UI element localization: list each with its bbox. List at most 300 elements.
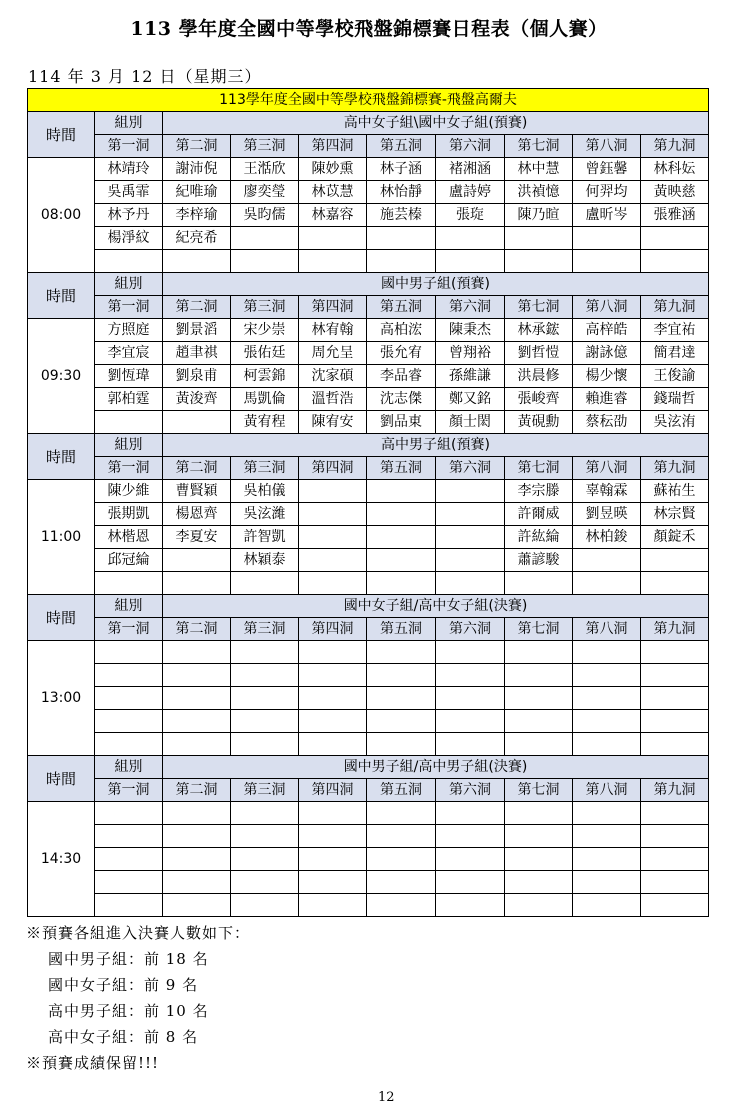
player-cell bbox=[436, 526, 505, 549]
player-cell bbox=[163, 549, 231, 572]
hole-header: 第一洞 bbox=[95, 779, 163, 802]
player-cell bbox=[436, 664, 505, 687]
player-cell bbox=[436, 250, 505, 273]
player-cell: 林宗賢 bbox=[641, 503, 709, 526]
player-cell bbox=[573, 664, 641, 687]
hole-header: 第九洞 bbox=[641, 779, 709, 802]
player-cell bbox=[641, 572, 709, 595]
player-cell: 林嘉容 bbox=[299, 204, 367, 227]
table-row bbox=[28, 319, 709, 342]
player-cell: 孫維謙 bbox=[436, 365, 505, 388]
player-cell: 洪禎憶 bbox=[505, 181, 573, 204]
player-cell bbox=[299, 549, 367, 572]
player-cell bbox=[299, 526, 367, 549]
table-row bbox=[28, 687, 709, 710]
schedule-date: 114 年 3 月 12 日（星期三） bbox=[28, 67, 262, 86]
player-cell: 劉景滔 bbox=[163, 319, 231, 342]
player-cell bbox=[367, 641, 436, 664]
table-row bbox=[28, 227, 709, 250]
hole-header: 第四洞 bbox=[299, 779, 367, 802]
player-cell bbox=[299, 871, 367, 894]
player-cell bbox=[367, 710, 436, 733]
table-row bbox=[28, 411, 709, 434]
player-cell: 楊恩齊 bbox=[163, 503, 231, 526]
note-line: 高中女子組：前 8 名 bbox=[48, 1028, 199, 1046]
hole-header: 第四洞 bbox=[299, 296, 367, 319]
player-cell bbox=[641, 664, 709, 687]
page-number: 12 bbox=[378, 1090, 395, 1105]
hole-header: 第九洞 bbox=[641, 135, 709, 158]
player-cell bbox=[163, 250, 231, 273]
player-cell bbox=[641, 848, 709, 871]
player-cell bbox=[95, 710, 163, 733]
player-cell bbox=[367, 871, 436, 894]
hole-header: 第六洞 bbox=[436, 135, 505, 158]
table-row bbox=[28, 388, 709, 411]
player-cell: 李品睿 bbox=[367, 365, 436, 388]
player-cell bbox=[299, 572, 367, 595]
player-cell bbox=[299, 687, 367, 710]
player-cell bbox=[436, 848, 505, 871]
table-row bbox=[28, 250, 709, 273]
player-cell bbox=[573, 733, 641, 756]
player-cell: 曹賢穎 bbox=[163, 480, 231, 503]
table-row bbox=[28, 871, 709, 894]
player-cell bbox=[573, 227, 641, 250]
player-cell bbox=[231, 664, 299, 687]
player-cell: 廖奕瑩 bbox=[231, 181, 299, 204]
note-line: ※預賽各組進入決賽人數如下： bbox=[26, 924, 251, 942]
player-cell: 謝詠億 bbox=[573, 342, 641, 365]
hole-header: 第一洞 bbox=[95, 457, 163, 480]
player-cell: 賴進睿 bbox=[573, 388, 641, 411]
player-cell bbox=[95, 871, 163, 894]
player-cell: 紀亮希 bbox=[163, 227, 231, 250]
player-cell bbox=[505, 572, 573, 595]
player-cell: 蘇祐生 bbox=[641, 480, 709, 503]
player-cell: 許爾威 bbox=[505, 503, 573, 526]
player-cell bbox=[505, 710, 573, 733]
player-cell: 紀唯瑜 bbox=[163, 181, 231, 204]
hole-header: 第四洞 bbox=[299, 618, 367, 641]
player-cell: 劉昱暎 bbox=[573, 503, 641, 526]
player-cell: 林楷恩 bbox=[95, 526, 163, 549]
player-cell: 劉品東 bbox=[367, 411, 436, 434]
player-cell: 沈家碩 bbox=[299, 365, 367, 388]
time-cell: 08:00 bbox=[28, 158, 95, 273]
player-cell bbox=[573, 641, 641, 664]
player-cell bbox=[95, 572, 163, 595]
player-cell bbox=[641, 871, 709, 894]
player-cell: 盧昕岑 bbox=[573, 204, 641, 227]
player-cell bbox=[367, 825, 436, 848]
player-cell: 褚湘涵 bbox=[436, 158, 505, 181]
hole-header: 第二洞 bbox=[163, 135, 231, 158]
player-cell bbox=[231, 894, 299, 917]
player-cell bbox=[505, 641, 573, 664]
hole-header: 第一洞 bbox=[95, 135, 163, 158]
player-cell bbox=[299, 894, 367, 917]
player-cell: 林穎泰 bbox=[231, 549, 299, 572]
player-cell bbox=[436, 549, 505, 572]
player-cell bbox=[163, 825, 231, 848]
table-row bbox=[28, 572, 709, 595]
player-cell bbox=[436, 480, 505, 503]
player-cell bbox=[95, 664, 163, 687]
hole-header: 第九洞 bbox=[641, 618, 709, 641]
player-cell bbox=[573, 572, 641, 595]
time-header: 時間 bbox=[28, 434, 95, 480]
player-cell bbox=[641, 825, 709, 848]
hole-header: 第一洞 bbox=[95, 618, 163, 641]
group-label: 組別 bbox=[95, 434, 163, 457]
player-cell: 張琁 bbox=[436, 204, 505, 227]
player-cell: 顏士閎 bbox=[436, 411, 505, 434]
player-cell: 方照庭 bbox=[95, 319, 163, 342]
player-cell: 陳乃暄 bbox=[505, 204, 573, 227]
player-cell: 周允呈 bbox=[299, 342, 367, 365]
player-cell: 陳妙熏 bbox=[299, 158, 367, 181]
player-cell: 高梓皓 bbox=[573, 319, 641, 342]
hole-header: 第五洞 bbox=[367, 457, 436, 480]
player-cell: 張期凱 bbox=[95, 503, 163, 526]
player-cell bbox=[231, 802, 299, 825]
player-cell bbox=[505, 733, 573, 756]
player-cell bbox=[505, 848, 573, 871]
hole-header: 第八洞 bbox=[573, 618, 641, 641]
player-cell: 陳少維 bbox=[95, 480, 163, 503]
table-row bbox=[28, 365, 709, 388]
table-row bbox=[28, 526, 709, 549]
hole-header: 第三洞 bbox=[231, 618, 299, 641]
hole-header: 第七洞 bbox=[505, 779, 573, 802]
player-cell bbox=[641, 894, 709, 917]
hole-header: 第七洞 bbox=[505, 457, 573, 480]
player-cell bbox=[231, 572, 299, 595]
player-cell bbox=[573, 871, 641, 894]
player-cell: 許智凱 bbox=[231, 526, 299, 549]
player-cell: 趙聿祺 bbox=[163, 342, 231, 365]
player-cell bbox=[573, 848, 641, 871]
player-cell bbox=[573, 802, 641, 825]
player-cell bbox=[505, 227, 573, 250]
player-cell: 劉恆瑋 bbox=[95, 365, 163, 388]
table-row bbox=[28, 204, 709, 227]
group-label: 組別 bbox=[95, 112, 163, 135]
player-cell: 吳昀儒 bbox=[231, 204, 299, 227]
player-cell bbox=[299, 480, 367, 503]
time-header: 時間 bbox=[28, 112, 95, 158]
player-cell bbox=[436, 733, 505, 756]
player-cell: 楊淨紋 bbox=[95, 227, 163, 250]
hole-header: 第五洞 bbox=[367, 135, 436, 158]
player-cell: 陳秉杰 bbox=[436, 319, 505, 342]
player-cell: 李宗滕 bbox=[505, 480, 573, 503]
hole-header: 第四洞 bbox=[299, 457, 367, 480]
group-title: 國中男子組(預賽) bbox=[163, 273, 709, 296]
player-cell bbox=[299, 733, 367, 756]
player-cell bbox=[505, 871, 573, 894]
notes bbox=[26, 920, 250, 1076]
hole-header: 第九洞 bbox=[641, 457, 709, 480]
player-cell bbox=[163, 664, 231, 687]
player-cell bbox=[231, 641, 299, 664]
player-cell bbox=[641, 802, 709, 825]
player-cell: 劉泉甫 bbox=[163, 365, 231, 388]
player-cell: 張允宥 bbox=[367, 342, 436, 365]
player-cell bbox=[95, 894, 163, 917]
player-cell bbox=[231, 848, 299, 871]
player-cell bbox=[231, 733, 299, 756]
player-cell bbox=[436, 687, 505, 710]
player-cell: 王湉欣 bbox=[231, 158, 299, 181]
player-cell: 簡君達 bbox=[641, 342, 709, 365]
player-cell bbox=[231, 687, 299, 710]
player-cell: 柯雲錦 bbox=[231, 365, 299, 388]
player-cell bbox=[163, 733, 231, 756]
player-cell bbox=[163, 871, 231, 894]
player-cell bbox=[367, 802, 436, 825]
time-header: 時間 bbox=[28, 756, 95, 802]
hole-header: 第二洞 bbox=[163, 779, 231, 802]
hole-header: 第八洞 bbox=[573, 779, 641, 802]
player-cell bbox=[641, 227, 709, 250]
player-cell bbox=[163, 572, 231, 595]
hole-header: 第六洞 bbox=[436, 457, 505, 480]
player-cell: 錢瑞哲 bbox=[641, 388, 709, 411]
player-cell bbox=[95, 250, 163, 273]
note-line: 國中女子組：前 9 名 bbox=[48, 976, 199, 994]
hole-header: 第三洞 bbox=[231, 135, 299, 158]
player-cell bbox=[231, 227, 299, 250]
player-cell bbox=[367, 733, 436, 756]
schedule-banner: 113學年度全國中等學校飛盤錦標賽-飛盤高爾夫 bbox=[28, 89, 709, 112]
player-cell bbox=[436, 871, 505, 894]
player-cell: 林柏鋑 bbox=[573, 526, 641, 549]
group-label: 組別 bbox=[95, 273, 163, 296]
table-row bbox=[28, 503, 709, 526]
player-cell bbox=[95, 641, 163, 664]
player-cell bbox=[436, 641, 505, 664]
table-row bbox=[28, 549, 709, 572]
time-cell: 13:00 bbox=[28, 641, 95, 756]
player-cell bbox=[231, 871, 299, 894]
player-cell bbox=[95, 687, 163, 710]
hole-header: 第六洞 bbox=[436, 779, 505, 802]
player-cell bbox=[573, 825, 641, 848]
player-cell bbox=[641, 710, 709, 733]
player-cell bbox=[163, 802, 231, 825]
player-cell bbox=[95, 802, 163, 825]
player-cell: 李宜宸 bbox=[95, 342, 163, 365]
player-cell bbox=[573, 687, 641, 710]
hole-header: 第三洞 bbox=[231, 457, 299, 480]
player-cell: 吳柏儀 bbox=[231, 480, 299, 503]
player-cell bbox=[505, 687, 573, 710]
group-label: 組別 bbox=[95, 756, 163, 779]
player-cell bbox=[367, 503, 436, 526]
note-line: 高中男子組：前 10 名 bbox=[48, 1002, 209, 1020]
player-cell: 曾翔裕 bbox=[436, 342, 505, 365]
hole-header: 第三洞 bbox=[231, 779, 299, 802]
player-cell: 黃宥程 bbox=[231, 411, 299, 434]
time-cell: 14:30 bbox=[28, 802, 95, 917]
hole-header: 第二洞 bbox=[163, 296, 231, 319]
player-cell: 許紘綸 bbox=[505, 526, 573, 549]
player-cell: 吳泫濰 bbox=[231, 503, 299, 526]
player-cell: 林予丹 bbox=[95, 204, 163, 227]
player-cell: 郭柏霆 bbox=[95, 388, 163, 411]
player-cell bbox=[573, 894, 641, 917]
table-row bbox=[28, 158, 709, 181]
player-cell: 劉哲愷 bbox=[505, 342, 573, 365]
player-cell: 張佑廷 bbox=[231, 342, 299, 365]
hole-header: 第七洞 bbox=[505, 618, 573, 641]
table-row bbox=[28, 664, 709, 687]
player-cell: 盧詩婷 bbox=[436, 181, 505, 204]
hole-header: 第三洞 bbox=[231, 296, 299, 319]
player-cell bbox=[505, 894, 573, 917]
hole-header: 第八洞 bbox=[573, 296, 641, 319]
table-row bbox=[28, 710, 709, 733]
player-cell: 張雅涵 bbox=[641, 204, 709, 227]
player-cell bbox=[573, 549, 641, 572]
player-cell bbox=[231, 250, 299, 273]
player-cell bbox=[299, 825, 367, 848]
player-cell bbox=[367, 480, 436, 503]
player-cell bbox=[95, 825, 163, 848]
player-cell bbox=[436, 710, 505, 733]
player-cell bbox=[505, 250, 573, 273]
table-row bbox=[28, 825, 709, 848]
player-cell bbox=[367, 848, 436, 871]
player-cell bbox=[367, 250, 436, 273]
hole-header: 第五洞 bbox=[367, 779, 436, 802]
player-cell bbox=[641, 733, 709, 756]
player-cell bbox=[641, 250, 709, 273]
time-cell: 11:00 bbox=[28, 480, 95, 595]
player-cell: 張峻齊 bbox=[505, 388, 573, 411]
group-title: 國中男子組/高中男子組(決賽) bbox=[163, 756, 709, 779]
hole-header: 第五洞 bbox=[367, 296, 436, 319]
table-row bbox=[28, 894, 709, 917]
table-row bbox=[28, 641, 709, 664]
player-cell bbox=[299, 503, 367, 526]
hole-header: 第二洞 bbox=[163, 618, 231, 641]
player-cell: 楊少懷 bbox=[573, 365, 641, 388]
player-cell: 施芸榛 bbox=[367, 204, 436, 227]
player-cell: 吳禹霏 bbox=[95, 181, 163, 204]
player-cell bbox=[367, 526, 436, 549]
schedule-table bbox=[27, 88, 709, 917]
player-cell: 黃浚齊 bbox=[163, 388, 231, 411]
player-cell: 林宥翰 bbox=[299, 319, 367, 342]
player-cell bbox=[436, 227, 505, 250]
hole-header: 第一洞 bbox=[95, 296, 163, 319]
player-cell bbox=[436, 894, 505, 917]
player-cell: 蔡秐劭 bbox=[573, 411, 641, 434]
player-cell: 宋少崇 bbox=[231, 319, 299, 342]
table-row bbox=[28, 733, 709, 756]
player-cell: 鄭又銘 bbox=[436, 388, 505, 411]
player-cell bbox=[436, 572, 505, 595]
time-header: 時間 bbox=[28, 273, 95, 319]
player-cell: 吳泫洧 bbox=[641, 411, 709, 434]
player-cell bbox=[163, 687, 231, 710]
note-line: 國中男子組：前 18 名 bbox=[48, 950, 209, 968]
player-cell: 林中慧 bbox=[505, 158, 573, 181]
player-cell bbox=[573, 710, 641, 733]
group-label: 組別 bbox=[95, 595, 163, 618]
player-cell bbox=[436, 503, 505, 526]
hole-header: 第八洞 bbox=[573, 135, 641, 158]
player-cell bbox=[95, 848, 163, 871]
player-cell: 李梓瑜 bbox=[163, 204, 231, 227]
player-cell: 黃映慈 bbox=[641, 181, 709, 204]
player-cell bbox=[299, 848, 367, 871]
player-cell: 高柏浤 bbox=[367, 319, 436, 342]
player-cell bbox=[367, 227, 436, 250]
player-cell bbox=[299, 710, 367, 733]
table-row bbox=[28, 802, 709, 825]
player-cell: 林苡慧 bbox=[299, 181, 367, 204]
player-cell: 黃硯勳 bbox=[505, 411, 573, 434]
player-cell bbox=[505, 664, 573, 687]
player-cell: 林科妘 bbox=[641, 158, 709, 181]
player-cell bbox=[95, 411, 163, 434]
document-title: 113 學年度全國中等學校飛盤錦標賽日程表（個人賽） bbox=[130, 18, 608, 40]
player-cell bbox=[367, 549, 436, 572]
player-cell: 辜翰霖 bbox=[573, 480, 641, 503]
table-row bbox=[28, 342, 709, 365]
hole-header: 第二洞 bbox=[163, 457, 231, 480]
player-cell: 李夏安 bbox=[163, 526, 231, 549]
player-cell bbox=[367, 687, 436, 710]
player-cell bbox=[641, 641, 709, 664]
player-cell bbox=[573, 250, 641, 273]
player-cell: 邱冠綸 bbox=[95, 549, 163, 572]
player-cell bbox=[436, 825, 505, 848]
player-cell: 陳宥安 bbox=[299, 411, 367, 434]
player-cell: 李宜祐 bbox=[641, 319, 709, 342]
player-cell: 林怡靜 bbox=[367, 181, 436, 204]
player-cell bbox=[505, 825, 573, 848]
player-cell: 洪晨修 bbox=[505, 365, 573, 388]
player-cell bbox=[299, 641, 367, 664]
player-cell bbox=[95, 733, 163, 756]
player-cell bbox=[163, 411, 231, 434]
player-cell bbox=[505, 802, 573, 825]
player-cell: 林子涵 bbox=[367, 158, 436, 181]
player-cell bbox=[231, 710, 299, 733]
table-row bbox=[28, 181, 709, 204]
player-cell bbox=[367, 894, 436, 917]
note-line: ※預賽成績保留!!! bbox=[26, 1054, 160, 1072]
time-header: 時間 bbox=[28, 595, 95, 641]
player-cell bbox=[641, 549, 709, 572]
hole-header: 第四洞 bbox=[299, 135, 367, 158]
player-cell: 蕭諺駿 bbox=[505, 549, 573, 572]
hole-header: 第七洞 bbox=[505, 135, 573, 158]
player-cell bbox=[299, 250, 367, 273]
player-cell: 王俊諭 bbox=[641, 365, 709, 388]
player-cell bbox=[163, 848, 231, 871]
player-cell bbox=[367, 572, 436, 595]
player-cell: 沈志傑 bbox=[367, 388, 436, 411]
player-cell: 林承鋐 bbox=[505, 319, 573, 342]
player-cell: 何羿均 bbox=[573, 181, 641, 204]
group-title: 國中女子組/高中女子組(決賽) bbox=[163, 595, 709, 618]
